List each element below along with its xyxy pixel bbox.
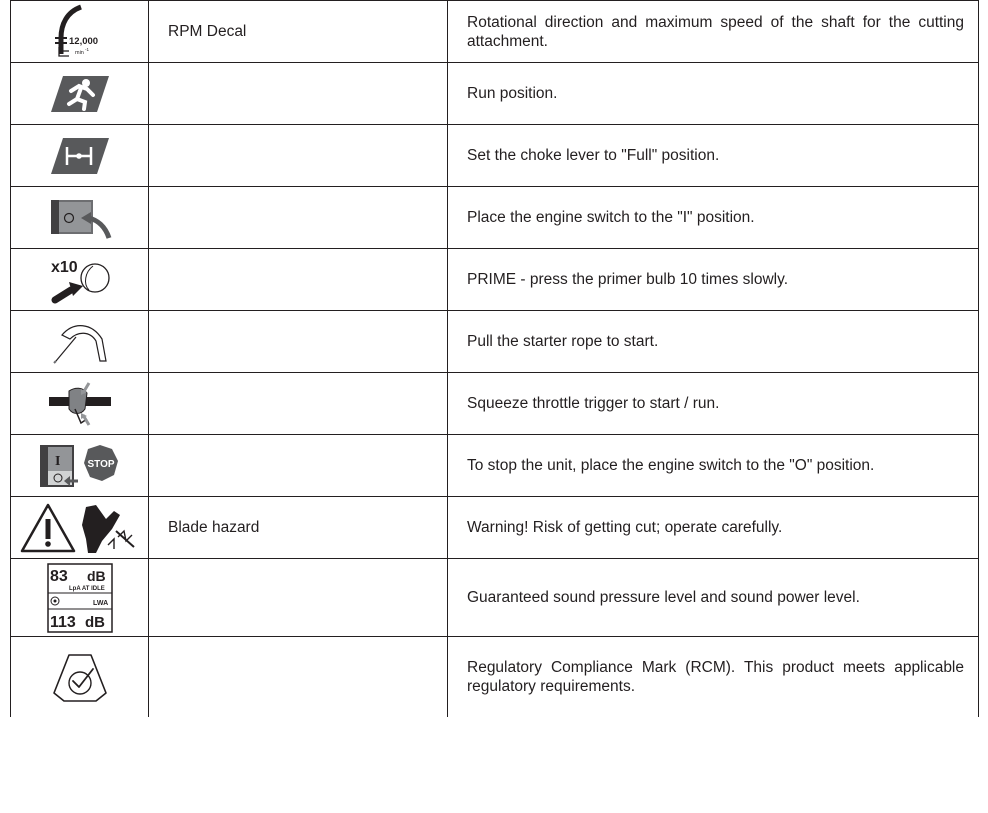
table-row (11, 125, 979, 187)
throttle-trigger-icon (47, 379, 113, 429)
choke-full-icon (49, 136, 111, 176)
switch-i-label: I (54, 453, 60, 469)
table-row (11, 373, 979, 435)
symbol-name (149, 249, 448, 311)
symbol-name (149, 373, 448, 435)
symbol-description: To stop the unit, place the engine switch to the "O" position. (448, 435, 979, 497)
table-row (11, 497, 979, 559)
rpm-unit-exponent: -1 (84, 46, 89, 52)
safety-symbols-table (10, 0, 979, 717)
icon-cell (11, 637, 149, 717)
lwa-unit: dB (84, 613, 105, 631)
icon-cell (11, 125, 149, 187)
icon-cell (11, 63, 149, 125)
symbol-description: Pull the starter rope to start. (448, 311, 979, 373)
symbol-name: Blade hazard (149, 497, 448, 559)
run-position-icon (49, 74, 111, 114)
symbol-description: Guaranteed sound pressure level and sound power level. (448, 559, 979, 637)
lpa-label: LpA AT IDLE (68, 585, 105, 592)
symbol-description: Warning! Risk of getting cut; operate carefully. (448, 497, 979, 559)
stop-sign-label: STOP (86, 458, 115, 470)
engine-switch-icon (47, 196, 113, 240)
rpm-decal-icon (45, 4, 115, 60)
table-row (11, 311, 979, 373)
symbol-name (149, 125, 448, 187)
symbol-description: PRIME - press the primer bulb 10 times slowly. (448, 249, 979, 311)
symbol-name (149, 435, 448, 497)
symbol-name (149, 637, 448, 717)
symbol-name (149, 187, 448, 249)
icon-cell (11, 497, 149, 559)
lpa-unit: dB (86, 567, 106, 584)
table-row (11, 637, 979, 717)
symbol-description: Regulatory Compliance Mark (RCM). This product meets applicable regulatory requirements. (448, 637, 979, 717)
icon-cell (11, 373, 149, 435)
sound-level-icon (47, 563, 113, 633)
symbol-name (149, 311, 448, 373)
blade-hazard-icon (20, 501, 140, 555)
table-row (11, 1, 979, 63)
table-row (11, 63, 979, 125)
primer-bulb-icon (47, 256, 113, 304)
icon-cell (11, 187, 149, 249)
stop-switch-icon (38, 441, 122, 491)
rpm-value: 12,000 (68, 35, 98, 47)
table-row (11, 435, 979, 497)
icon-cell (11, 249, 149, 311)
symbol-name (149, 559, 448, 637)
table-row (11, 249, 979, 311)
icon-cell (11, 311, 149, 373)
table-row (11, 559, 979, 637)
symbol-description: Rotational direction and maximum speed of the shaft for the cutting attachment. (448, 1, 979, 63)
starter-rope-icon (52, 319, 108, 365)
rcm-mark-icon (51, 651, 109, 703)
icon-cell (11, 559, 149, 637)
icon-cell (11, 1, 149, 63)
symbol-description: Run position. (448, 63, 979, 125)
symbol-description: Squeeze throttle trigger to start / run. (448, 373, 979, 435)
symbol-name (149, 63, 448, 125)
symbol-name: RPM Decal (149, 1, 448, 63)
table-row (11, 187, 979, 249)
primer-count: x10 (50, 258, 78, 276)
symbol-description: Place the engine switch to the "I" position. (448, 187, 979, 249)
icon-cell (11, 435, 149, 497)
lwa-value: 113 (49, 613, 76, 631)
rpm-unit: min (74, 49, 84, 56)
lpa-value: 83 (49, 567, 68, 585)
symbol-description: Set the choke lever to "Full" position. (448, 125, 979, 187)
lwa-label: LWA (92, 599, 108, 607)
